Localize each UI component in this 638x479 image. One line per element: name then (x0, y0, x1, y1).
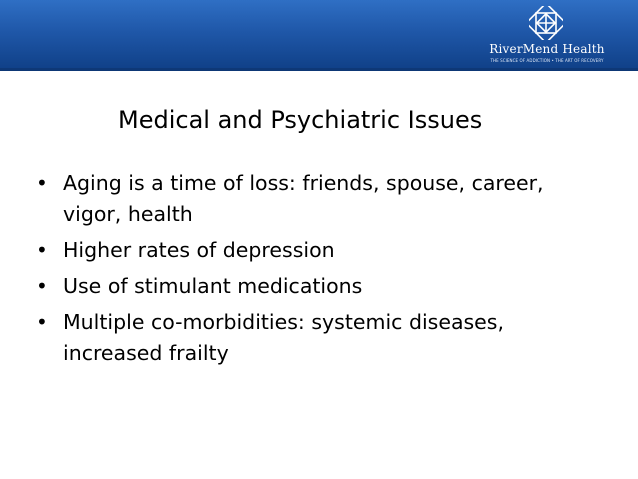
bullet-item (36, 307, 616, 369)
bullet-text: Higher rates of depression (63, 238, 335, 262)
brand-name: RiverMend Health (489, 42, 605, 56)
bullet-marker: • (36, 310, 48, 334)
bullet-text: Multiple co-morbidities: systemic diseases, increased frailty (63, 310, 504, 365)
bullet-item (36, 235, 616, 266)
bullet-text: Aging is a time of loss: friends, spouse, career, vigor, health (63, 171, 544, 226)
bullet-marker: • (36, 238, 48, 262)
bullet-marker: • (36, 171, 48, 195)
bullet-text: Use of stimulant medications (63, 274, 363, 298)
bullet-item (36, 168, 616, 230)
slide-title: Medical and Psychiatric Issues (118, 106, 483, 134)
brand-logo (486, 6, 608, 66)
logo-knot-icon (529, 6, 563, 40)
header-band (0, 0, 638, 71)
bullet-list (36, 168, 616, 374)
bullet-item (36, 271, 616, 302)
brand-tagline: THE SCIENCE OF ADDICTION • THE ART OF RECOVERY (490, 58, 604, 63)
bullet-marker: • (36, 274, 48, 298)
